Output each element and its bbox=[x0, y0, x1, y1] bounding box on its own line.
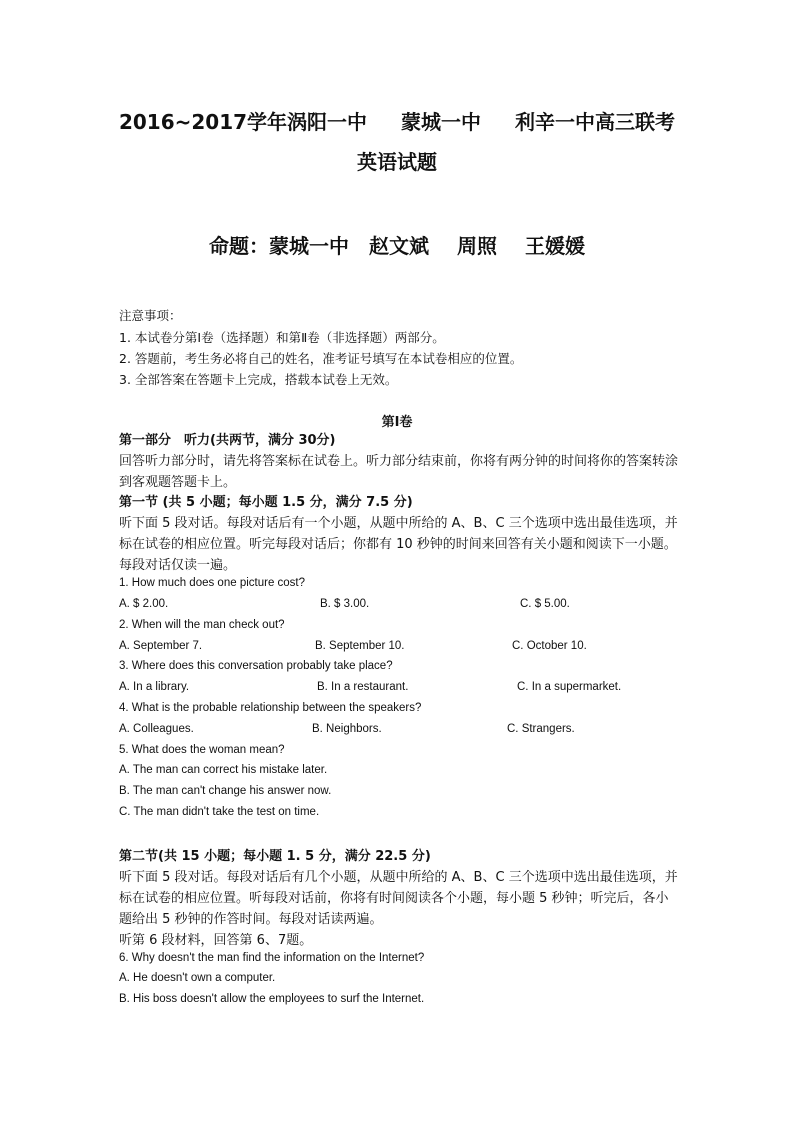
author-name-3: 王媛媛 bbox=[525, 234, 585, 258]
q2-option-c: C. October 10. bbox=[512, 640, 587, 652]
question-1: 1. How much does one picture cost? bbox=[119, 577, 306, 589]
q4-option-c: C. Strangers. bbox=[507, 723, 575, 735]
question-4: 4. What is the probable relationship between the speakers? bbox=[119, 702, 422, 714]
q5-option-b: B. The man can't change his answer now. bbox=[119, 785, 332, 797]
q3-option-b: B. In a restaurant. bbox=[317, 681, 409, 693]
note-item-2: 2. 答题前，考生务必将自己的姓名，准考证号填写在本试卷相应的位置。 bbox=[119, 351, 523, 366]
part1-heading: 第一部分 听力(共两节，满分 30分) bbox=[119, 433, 336, 448]
q5-option-c: C. The man didn't take the test on time. bbox=[119, 806, 320, 818]
section1-heading: 第一节 (共 5 小题；每小题 1.5 分，满分 7.5 分) bbox=[119, 495, 413, 510]
q2-option-b: B. September 10. bbox=[315, 640, 405, 652]
author-name-2: 周照 bbox=[457, 234, 497, 258]
q3-option-a: A. In a library. bbox=[119, 681, 190, 693]
q1-option-c: C. $ 5.00. bbox=[520, 598, 570, 610]
exam-authors bbox=[0, 230, 794, 259]
q1-option-a: A. $ 2.00. bbox=[119, 598, 169, 610]
author-school: 命题：蒙城一中 bbox=[209, 234, 349, 258]
note-item-1: 1. 本试卷分第Ⅰ卷（选择题）和第Ⅱ卷（非选择题）两部分。 bbox=[119, 330, 445, 345]
question-5: 5. What does the woman mean? bbox=[119, 744, 285, 756]
section1-instructions: 听下面 5 段对话。每段对话后有一个小题，从题中所给的 A、B、C 三个选项中选出最佳选项，并标在试卷的相应位置。听完每段对话后；你都有 10 秒钟的时间来回答有关小题和阅读下一小题。每段对话仅读一遍。 bbox=[119, 516, 678, 573]
section2-instructions: 听下面 5 段对话。每段对话后有几个小题，从题中所给的 A、B、C 三个选项中选出最佳选项，并标在试卷的相应位置。听每段对话前，你将有时间阅读各个小题，每小题 5 秒钟；听完后，各小题给出 5 秒钟的作答时间。每段对话读两遍。 bbox=[119, 870, 678, 927]
question-3: 3. Where does this conversation probably take place? bbox=[119, 660, 393, 672]
section2-heading: 第二节(共 15 小题；每小题 1. 5 分，满分 22.5 分) bbox=[119, 849, 431, 864]
exam-subtitle: 英语试题 bbox=[357, 150, 437, 174]
question-2: 2. When will the man check out? bbox=[119, 619, 285, 631]
author-name-1: 赵文斌 bbox=[369, 234, 429, 258]
q1-option-b: B. $ 3.00. bbox=[320, 598, 370, 610]
question-6: 6. Why doesn't the man find the information on the Internet? bbox=[119, 952, 425, 964]
title-part-3: 利辛一中高三联考 bbox=[515, 110, 676, 134]
part1-instructions: 回答听力部分时，请先将答案标在试卷上。听力部分结束前，你将有两分钟的时间将你的答案转涂到客观题答题卡上。 bbox=[119, 454, 679, 490]
note-item-3: 3. 全部答案在答题卡上完成，搭载本试卷上无效。 bbox=[119, 372, 398, 387]
title-part-1: 2016~2017学年涡阳一中 bbox=[118, 110, 368, 134]
q3-option-c: C. In a supermarket. bbox=[517, 681, 622, 693]
q5-option-a: A. The man can correct his mistake later. bbox=[119, 764, 328, 776]
title-part-2: 蒙城一中 bbox=[401, 110, 482, 134]
q4-option-a: A. Colleagues. bbox=[119, 723, 194, 735]
exam-title bbox=[0, 106, 794, 135]
notes-heading: 注意事项： bbox=[119, 308, 182, 323]
section2-material: 听第 6 段材料，回答第 6、7题。 bbox=[119, 933, 313, 948]
q2-option-a: A. September 7. bbox=[119, 640, 203, 652]
q6-option-a: A. He doesn't own a computer. bbox=[119, 972, 276, 984]
q6-option-b: B. His boss doesn't allow the employees to surf the Internet. bbox=[119, 993, 425, 1005]
q4-option-b: B. Neighbors. bbox=[312, 723, 382, 735]
volume-heading: 第Ⅰ卷 bbox=[381, 415, 413, 430]
